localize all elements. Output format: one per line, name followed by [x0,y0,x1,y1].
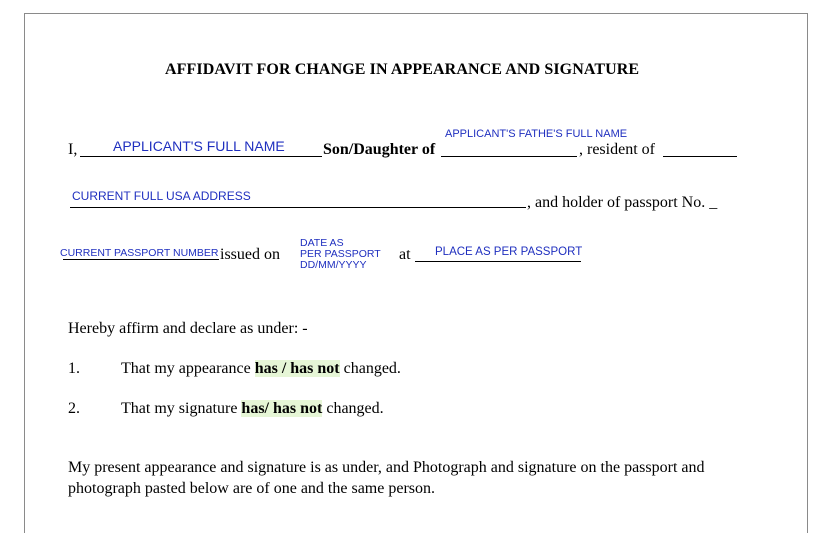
item-1-before: That my appearance [121,360,255,377]
declaration-text: Hereby affirm and declare as under: - [68,320,308,337]
document-title: AFFIDAVIT FOR CHANGE IN APPEARANCE AND SIGNATURE [165,61,640,78]
applicant-name-field[interactable]: APPLICANT'S FULL NAME [113,138,285,154]
date-label-1: DATE AS [300,237,344,249]
issue-date-field[interactable] [300,238,381,271]
item-2-after: changed. [322,400,384,417]
applicant-name-line [80,156,322,157]
at-text: at [399,246,411,263]
item-1-text [121,360,401,378]
item-1-highlight: has / has not [254,360,340,377]
passport-holder-text: , and holder of passport No. _ [527,194,718,211]
place-field[interactable]: PLACE AS PER PASSPORT [435,246,583,258]
issued-on-text: issued on [220,246,280,263]
item-2-before: That my signature [121,400,242,417]
father-name-field[interactable]: APPLICANT'S FATHE'S FULL NAME [445,128,628,140]
address-line [70,207,526,208]
closing-line-1: My present appearance and signature is as under, and Photograph and signature on the passport and [68,459,705,476]
place-line [415,261,581,262]
item-1-after: changed. [339,360,401,377]
relation-text: Son/Daughter of [323,141,436,158]
date-label-2: PER PASSPORT [300,248,381,260]
date-label-3: DD/MM/YYYY [300,259,367,271]
item-2-number: 2. [68,400,80,417]
item-2-highlight: has/ has not [241,400,323,417]
passport-number-field[interactable]: CURRENT PASSPORT NUMBER [60,247,219,259]
address-field[interactable]: CURRENT FULL USA ADDRESS [72,189,251,203]
resident-of-line [663,156,737,157]
closing-line-2: photograph pasted below are of one and the same person. [68,480,435,497]
item-1-number: 1. [68,360,80,377]
line1-prefix: I, [68,141,78,158]
passport-number-line [63,259,219,260]
document-page [24,13,808,533]
father-name-line [441,156,577,157]
resident-of-text: , resident of [579,141,655,158]
item-2-text [121,400,384,418]
